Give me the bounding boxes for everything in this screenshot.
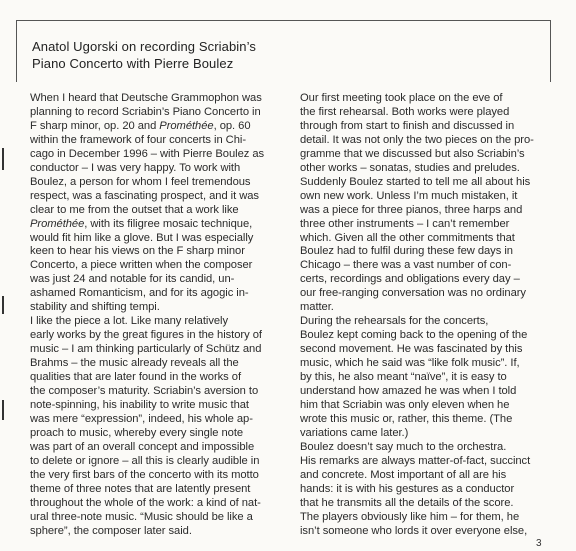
binding-edge-mark xyxy=(2,296,4,314)
text-line: wrote this music or, rather, this theme. (The xyxy=(300,412,513,425)
text-line: sphere”, the composer later said. xyxy=(30,524,192,537)
text-line: Brahms – the music already reveals all the xyxy=(30,357,239,370)
text-line: conductor – I was very happy. To work with xyxy=(30,161,241,174)
text-line: During the rehearsals for the concerts, xyxy=(300,315,489,328)
text-line: Concerto, a piece written when the composer xyxy=(30,259,253,272)
right-text-column xyxy=(300,92,548,539)
text-line: Our first meeting took place on the eve of xyxy=(300,92,503,104)
header-rule-left xyxy=(16,20,17,82)
text-line: music – I am thinking particularly of Schütz and xyxy=(30,343,262,356)
text-line: Boulez had to fulfil during these few days in xyxy=(300,245,513,258)
title-line: Anatol Ugorski on recording Scriabin’s xyxy=(32,39,256,54)
left-text-column xyxy=(30,92,278,539)
text-line: planning to record Scriabin’s Piano Concerto in xyxy=(30,105,261,118)
article-title xyxy=(32,38,256,72)
text-line: Prométhée, with its filigree mosaic technique, xyxy=(30,217,253,230)
text-line: early works by the great figures in the history of xyxy=(30,329,262,342)
binding-edge-mark xyxy=(2,148,4,170)
text-line: through from start to finish and discussed in xyxy=(300,119,515,132)
text-line: by this, he also meant “naïve”, it is easy to xyxy=(300,371,507,384)
binding-edge-mark xyxy=(2,400,4,420)
text-line: stability and shifting tempi. xyxy=(30,301,160,314)
text-line: respect, was a fascinating prospect, and it was xyxy=(30,189,259,202)
text-line: detail. It was not only the two pieces on the pro- xyxy=(300,133,534,146)
text-line: isn’t someone who lords it over everyone else, xyxy=(300,524,528,537)
text-line: was a piece for three pianos, three harps and xyxy=(300,203,523,216)
text-line: keen to hear his views on the F sharp minor xyxy=(30,245,245,258)
text-line: which. Given all the other commitments that xyxy=(300,231,515,244)
text-line: within the framework of four concerts in Chi- xyxy=(30,133,246,146)
text-line: was just 24 and notable for its candid, un- xyxy=(30,273,235,286)
text-line: the first rehearsal. Both works were played xyxy=(300,105,510,118)
text-line: When I heard that Deutsche Grammophon was xyxy=(30,92,262,104)
text-line: to delete or ignore – all this is clearly audible in xyxy=(30,454,260,467)
text-line: the composer’s maturity. Scriabin’s aversion to xyxy=(30,385,259,398)
text-line: note-spinning, his inability to write music that xyxy=(30,398,249,411)
text-line: Chicago – there was a vast number of con- xyxy=(300,259,512,272)
text-line: His remarks are always matter-of-fact, succinct xyxy=(300,454,531,467)
text-line: theme of three notes that are latently present xyxy=(30,482,251,495)
text-line: second movement. He was fascinated by this xyxy=(300,343,523,356)
text-line: and concrete. Most important of all are his xyxy=(300,468,507,481)
text-line: other works – sonatas, studies and preludes. xyxy=(300,161,520,174)
text-line: variations came later.) xyxy=(300,426,409,439)
text-line: clear to me from the outset that a work like xyxy=(30,203,239,216)
header-rule-right xyxy=(550,20,551,82)
text-line: understand how amazed he was when I told xyxy=(300,385,517,398)
text-line: Boulez, a person for whom I feel tremendous xyxy=(30,175,251,188)
text-line: hands: it is with his gestures as a conductor xyxy=(300,482,515,495)
text-line: ural three-note music. “Music should be like a xyxy=(30,510,253,523)
text-line: three other instruments – I can’t remember xyxy=(300,217,510,230)
page-number: 3 xyxy=(536,538,542,549)
text-line: qualities that are later found in the works of xyxy=(30,371,242,384)
text-line: ashamed Romanticism, and for its agogic in- xyxy=(30,287,249,300)
text-line: was part of an overall concept and impossible xyxy=(30,440,255,453)
title-line: Piano Concerto with Pierre Boulez xyxy=(32,56,234,71)
text-line: certs, recordings and obligations every day – xyxy=(300,273,520,286)
text-line: the very first bars of the concerto with its motto xyxy=(30,468,259,481)
text-line: was mere “expression”, indeed, his whole ap- xyxy=(30,412,253,425)
text-line: cago in December 1996 – with Pierre Boulez as xyxy=(30,147,265,160)
header-rule xyxy=(16,20,550,21)
text-line: our free-ranging conversation was no ordinary xyxy=(300,287,526,300)
text-line: own new work. Unless I’m much mistaken, it xyxy=(300,189,518,202)
text-line: him that Scriabin was only eleven when he xyxy=(300,398,510,411)
text-line: Boulez doesn’t say much to the orchestra. xyxy=(300,440,507,453)
text-line: proach to music, whereby every single note xyxy=(30,426,244,439)
text-line: matter. xyxy=(300,301,334,314)
text-line: F sharp minor, op. 20 and Prométhée, op. 60 xyxy=(30,119,251,132)
text-line: gramme that we discussed but also Scriabin’s xyxy=(300,147,525,160)
text-line: throughout the whole of the work: a kind of nat- xyxy=(30,496,261,509)
text-line: I like the piece a lot. Like many relatively xyxy=(30,315,229,328)
text-line: Boulez kept coming back to the opening of the xyxy=(300,329,528,342)
text-line: would fit him like a glove. But I was especially xyxy=(30,231,254,244)
text-line: Suddenly Boulez started to tell me all about his xyxy=(300,175,531,188)
text-line: that he transmits all the details of the score. xyxy=(300,496,514,509)
text-line: music, which he said was “like folk music”. If, xyxy=(300,357,520,370)
text-line: The players obviously like him – for them, he xyxy=(300,510,520,523)
